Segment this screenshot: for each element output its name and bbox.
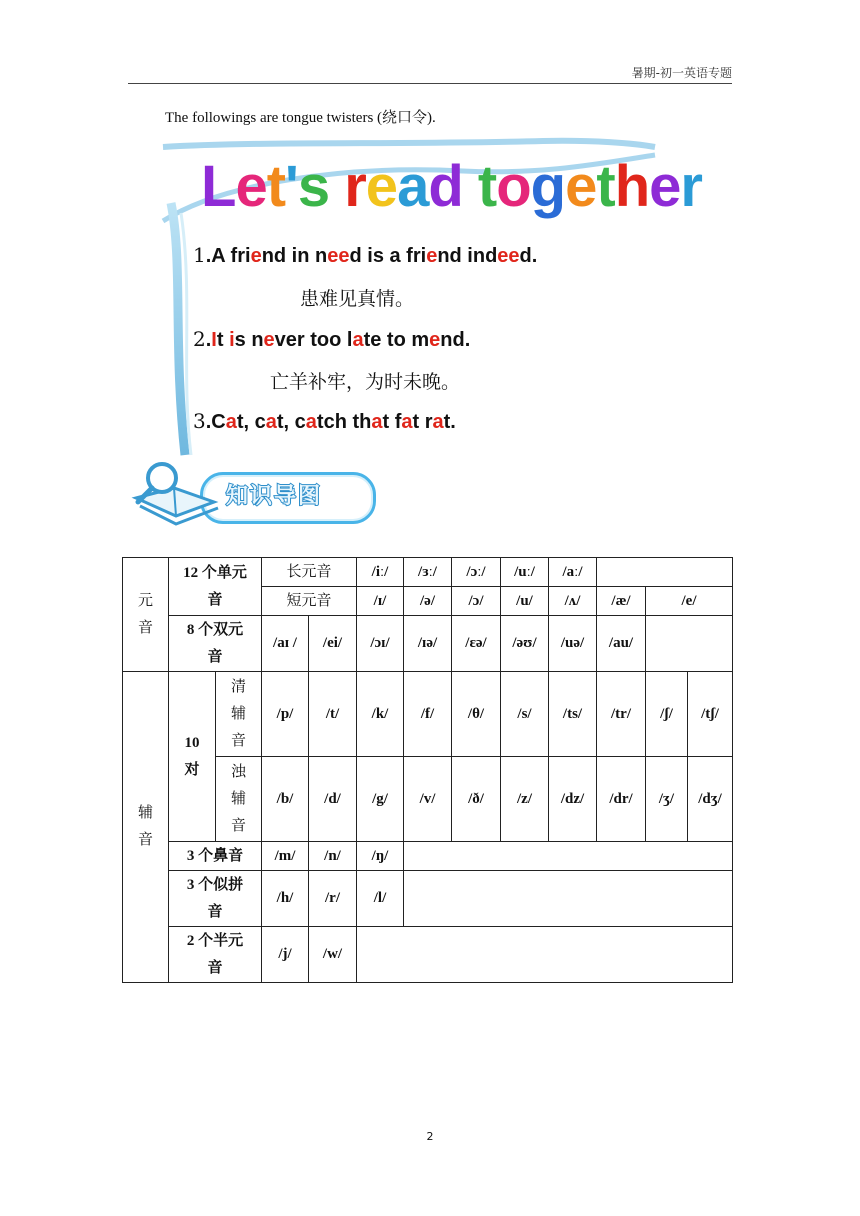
short-vowel-symbol: /u/ [501,587,549,616]
highlighted-letters: a [352,329,364,351]
page-header: 暑期-初一英语专题 [631,66,732,80]
semivowel-label: 2 个半元 音 [169,927,262,983]
voiced-symbol: /ð/ [452,757,501,842]
banner-title [201,153,702,220]
highlighted-letters: a [401,411,413,433]
sentence-fragment: d. [519,245,538,267]
phonetic-symbol-table [122,557,733,983]
voiced-symbol: /d/ [309,757,357,842]
title-letter: t [477,154,497,219]
highlighted-letters: a [265,411,277,433]
sentence-fragment: . [205,329,212,351]
title-letter: t [596,154,615,219]
nasal-symbol: /n/ [309,842,357,871]
highlighted-letters: ee [497,245,520,267]
voiceless-label: 清 辅 音 [216,672,262,757]
sentence-fragment: t [216,329,230,351]
sentence-1-number: 1 [193,243,206,267]
empty-cell [404,842,733,871]
empty-cell [597,558,733,587]
empty-cell [404,871,733,927]
chinese-line-1: 患难见真情。 [300,288,415,310]
consonant-group-label: 辅 音 [123,672,169,983]
nasal-symbol: /m/ [262,842,309,871]
voiceless-symbol: /tʃ/ [688,672,733,757]
sentence-fragment: te to m [363,329,430,351]
intro-sentence: The followings are tongue twisters (绕口令). [165,110,436,126]
monophthong-label: 12 个单元 音 [169,558,262,616]
sentence-2-number: 2 [193,327,206,351]
voiced-symbol: /v/ [404,757,452,842]
long-vowel-symbol: /uː/ [501,558,549,587]
diphthong-label: 8 个双元 音 [169,616,262,672]
long-vowel-symbol: /ɔː/ [452,558,501,587]
header-rule [128,83,732,84]
highlighted-letters: I [211,329,217,351]
voiceless-symbol: /k/ [357,672,404,757]
long-vowel-symbol: /ɜː/ [404,558,452,587]
empty-cell [357,927,733,983]
voiceless-symbol: /s/ [501,672,549,757]
sentence-3-text [206,411,456,433]
title-letter [463,154,478,219]
diphthong-symbol: /əʊ/ [501,616,549,672]
diphthong-symbol: /ɔɪ/ [357,616,404,672]
title-letter: r [680,154,702,219]
title-letter: e [565,154,597,219]
voiceless-symbol: /p/ [262,672,309,757]
sentence-fragment: t. [443,411,456,433]
pinyin-like-symbol: /r/ [309,871,357,927]
sentence-fragment: t, c [276,411,306,433]
title-letter: L [201,154,236,219]
title-letter: d [428,154,463,219]
voiced-label: 浊 辅 音 [216,757,262,842]
short-vowel-label: 短元音 [262,587,357,616]
page-number: 2 [426,1130,434,1143]
pinyin-like-row [123,871,733,927]
short-vowel-symbol: /æ/ [597,587,646,616]
sentence-2 [193,327,470,352]
sentence-fragment: tch th [316,411,372,433]
pinyin-like-label: 3 个似拼 音 [169,871,262,927]
sentence-fragment: .C [205,411,226,433]
voiced-symbol: /dz/ [549,757,597,842]
highlighted-letters: e [250,245,262,267]
semivowel-symbol: /w/ [309,927,357,983]
nasal-row [123,842,733,871]
diphthong-symbol: /uə/ [549,616,597,672]
sentence-fragment: ver too l [274,329,353,351]
pinyin-like-symbol: /l/ [357,871,404,927]
voiced-symbol: /z/ [501,757,549,842]
knowledge-map-heading [128,458,378,530]
diphthong-symbol: /ei/ [309,616,357,672]
highlighted-letters: a [225,411,237,433]
sentence-fragment: d is a fri [349,245,427,267]
vowel-group-label: 元 音 [123,558,169,672]
short-vowel-symbol: /ɪ/ [357,587,404,616]
highlighted-letters: a [432,411,444,433]
voiceless-symbol: /ts/ [549,672,597,757]
title-letter: t [266,154,286,219]
highlighted-letters: e [429,329,441,351]
sentence-2-text [206,329,471,351]
sentence-fragment: .A fri [205,245,251,267]
title-letter: e [235,154,267,219]
lets-read-together-banner [163,143,702,455]
long-vowel-symbol: /aː/ [549,558,597,587]
long-vowel-label: 长元音 [262,558,357,587]
knowledge-map-label: 知识导图 [226,484,323,509]
voiceless-symbol: /f/ [404,672,452,757]
diphthong-symbol: /ɛə/ [452,616,501,672]
voiced-symbol: /b/ [262,757,309,842]
diphthong-symbol: /ɪə/ [404,616,452,672]
diphthong-row [123,616,733,672]
sentence-fragment: t r [412,411,433,433]
highlighted-letters: e [263,329,275,351]
pinyin-like-symbol: /h/ [262,871,309,927]
voiceless-symbol: /t/ [309,672,357,757]
short-vowel-symbol: /ɔ/ [452,587,501,616]
title-letter: e [365,154,398,219]
long-vowel-row [123,558,733,587]
highlighted-letters: i [229,329,235,351]
voiceless-symbol: /ʃ/ [646,672,688,757]
highlighted-letters: a [371,411,383,433]
sentence-fragment: t, c [236,411,266,433]
diphthong-symbol: /au/ [597,616,646,672]
semivowel-symbol: /j/ [262,927,309,983]
voiced-symbol: /dʒ/ [688,757,733,842]
voiced-symbol: /g/ [357,757,404,842]
title-letter: h [614,154,650,219]
chinese-line-2: 亡羊补牢，为时未晚。 [270,371,461,393]
voiced-symbol: /ʒ/ [646,757,688,842]
diphthong-symbol: /aɪ / [262,616,309,672]
highlighted-letters: e [426,245,438,267]
sentence-fragment: t f [382,411,402,433]
sentence-3-number: 3 [193,409,206,433]
short-vowel-symbol: /ʌ/ [549,587,597,616]
title-letter: r [344,154,366,219]
title-letter: s [297,154,330,219]
sentence-fragment: s n [234,329,264,351]
short-vowel-symbol: /ə/ [404,587,452,616]
semivowel-row [123,927,733,983]
title-letter: e [649,154,681,219]
nasal-symbol: /ŋ/ [357,842,404,871]
sentence-fragment: nd in n [261,245,328,267]
short-vowel-symbol: /e/ [646,587,733,616]
sentence-fragment: nd ind [437,245,498,267]
voiceless-row [123,672,733,757]
magnifier-book-icon [128,458,238,530]
highlighted-letters: a [305,411,317,433]
pairs-label: 10 对 [169,672,216,842]
title-letter: g [530,154,566,219]
long-vowel-symbol: /iː/ [357,558,404,587]
title-letter: o [496,154,531,219]
sentence-fragment: nd. [440,329,471,351]
sentence-3 [193,409,456,434]
title-letter [329,154,344,219]
voiceless-symbol: /θ/ [452,672,501,757]
title-letter: a [397,154,429,219]
nasal-label: 3 个鼻音 [169,842,262,871]
voiced-symbol: /dr/ [597,757,646,842]
sentence-1-text [206,245,538,267]
sentence-1 [193,243,537,268]
voiceless-symbol: /tr/ [597,672,646,757]
title-letter: ' [285,154,298,219]
empty-cell [646,616,733,672]
highlighted-letters: ee [327,245,350,267]
